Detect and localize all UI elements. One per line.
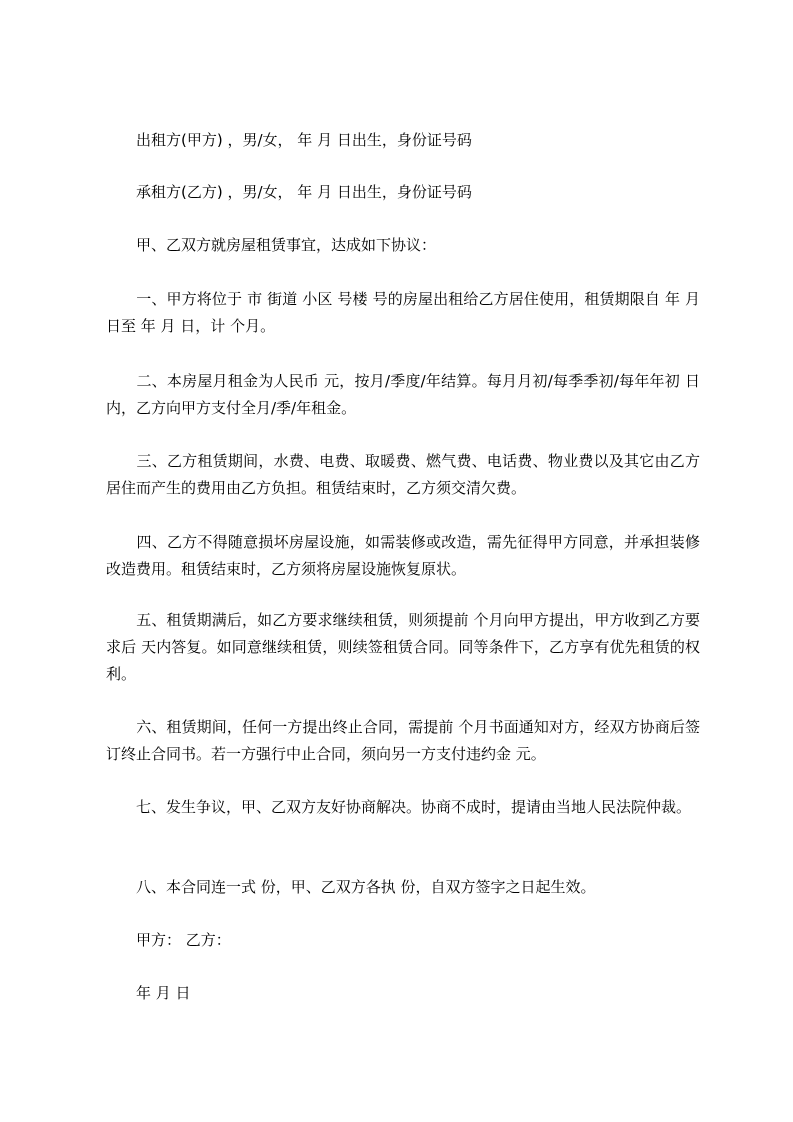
agreement-intro: 甲、乙双方就房屋租赁事宜，达成如下协议： [106,236,437,254]
clause-6-termination: 六、租赁期间，任何一方提出终止合同，需提前 个月书面通知对方，经双方协商后签订终止合同书。若一方强行中止合同，须向另一方支付违约金 元。 [106,718,700,763]
lessor-info-line: 出租方(甲方) ，男/女， 年 月 日出生，身份证号码 [106,131,472,149]
lessee-info-line: 承租方(乙方) ，男/女， 年 月 日出生，身份证号码 [106,183,472,201]
clause-7-disputes: 七、发生争议，甲、乙双方友好协商解决。协商不成时，提请由当地人民法院仲裁。 [106,798,692,816]
clause-5-renewal: 五、租赁期满后，如乙方要求继续租赁，则须提前 个月向甲方提出，甲方收到乙方要求后 天内答复。如同意继续租赁，则续签租赁合同。同等条件下，乙方享有优先租赁的权利。 [106,611,700,683]
signature-date: 年 月 日 [106,984,191,1002]
clause-2-rent: 二、本房屋月租金为人民币 元，按月/季度/年结算。每月月初/每季季初/每年年初 日内，乙方向甲方支付全月/季/年租金。 [106,372,700,417]
clause-3-expenses: 三、乙方租赁期间，水费、电费、取暖费、燃气费、电话费、物业费以及其它由乙方居住而产生的费用由乙方负担。租赁结束时，乙方须交清欠费。 [106,452,700,497]
clause-1-location-term: 一、甲方将位于 市 街道 小区 号楼 号的房屋出租给乙方居住使用，租赁期限自 年 月 日至 年 月 日，计 个月。 [106,290,705,335]
signature-parties: 甲方： 乙方： [106,931,231,949]
clause-8-copies: 八、本合同连一式 份，甲、乙双方各执 份，自双方签字之日起生效。 [106,878,596,896]
clause-4-facilities: 四、乙方不得随意损坏房屋设施，如需装修或改造，需先征得甲方同意，并承担装修改造费用。租赁结束时，乙方须将房屋设施恢复原状。 [106,533,700,578]
